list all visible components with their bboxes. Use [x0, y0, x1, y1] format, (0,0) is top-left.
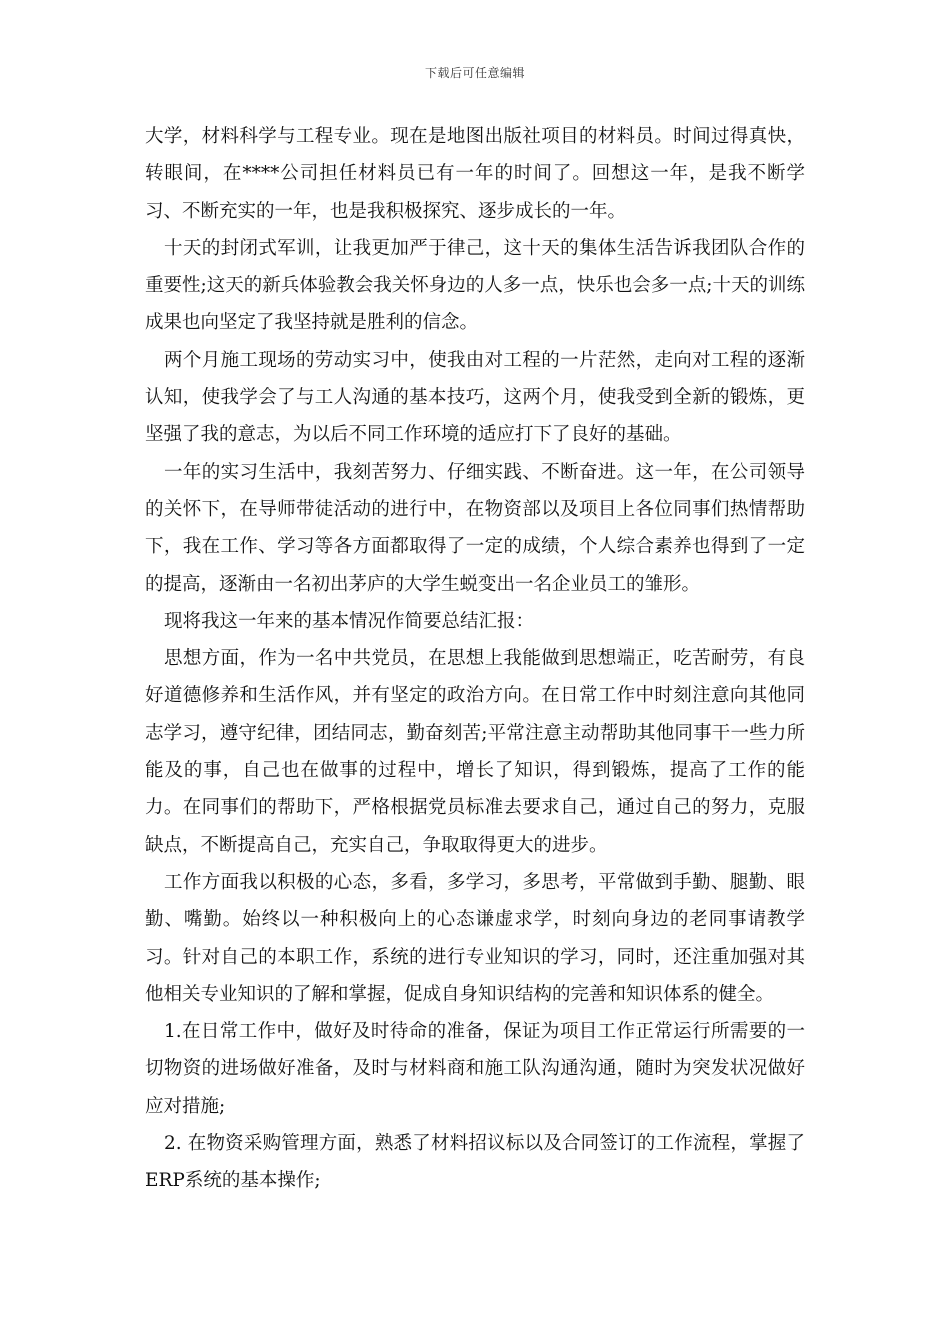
paragraph-internship-year: 一年的实习生活中，我刻苦努力、仔细实践、不断奋进。这一年，在公司领导的关怀下，在导师带徒活动的进行中，在物资部以及项目上各位同事们热情帮助下，我在工作、学习等各方面都取得了一定的成绩，个人综合素养也得到了一定的提高，逐渐由一名初出茅庐的大学生蜕变出一名企业员工的雏形。 [145, 461, 805, 595]
list-item-2: 2. 在物资采购管理方面，熟悉了材料招议标以及合同签订的工作流程，掌握了ERP系统的基本操作; [145, 1133, 805, 1192]
paragraph-summary-intro: 现将我这一年来的基本情况作简要总结汇报： [164, 610, 535, 632]
list-item-1: 1.在日常工作中，做好及时待命的准备，保证为项目工作正常运行所需要的一切物资的进场做好准备，及时与材料商和施工队沟通沟通，随时为突发状况做好应对措施; [145, 1021, 805, 1117]
paragraph-ideology: 思想方面，作为一名中共党员，在思想上我能做到思想端正，吃苦耐劳，有良好道德修养和生活作风，并有坚定的政治方向。在日常工作中时刻注意向其他同志学习，遵守纪律，团结同志，勤奋刻苦;平常注意主动帮助其他同事干一些力所能及的事，自己也在做事的过程中，增长了知识，得到锻炼，提高了工作的能力。在同事们的帮助下，严格根据党员标准去要求自己，通过自己的努力，克服缺点，不断提高自己，充实自己，争取取得更大的进步。 [145, 648, 805, 856]
document-body [145, 118, 805, 1200]
paragraph-military-training: 十天的封闭式军训，让我更加严于律己，这十天的集体生活告诉我团队合作的重要性;这天的新兵体验教会我关怀身边的人多一点，快乐也会多一点;十天的训练成果也向坚定了我坚持就是胜利的信念。 [145, 237, 805, 334]
paragraph-site-internship: 两个月施工现场的劳动实习中，使我由对工程的一片茫然，走向对工程的逐渐认知，使我学会了与工人沟通的基本技巧，这两个月，使我受到全新的锻炼，更坚强了我的意志，为以后不同工作环境的适应打下了良好的基础。 [145, 349, 805, 446]
paragraph-intro: 大学，材料科学与工程专业。现在是地图出版社项目的材料员。时间过得真快，转眼间，在****公司担任材料员已有一年的时间了。回想这一年，是我不断学习、不断充实的一年，也是我积极探究、逐步成长的一年。 [145, 126, 805, 222]
header-note: 下载后可任意编辑 [424, 66, 525, 80]
paragraph-work: 工作方面我以积极的心态，多看，多学习，多思考，平常做到手勤、腿勤、眼勤、嘴勤。始终以一种积极向上的心态谦虚求学，时刻向身边的老同事请教学习。针对自己的本职工作，系统的进行专业知识的学习，同时，还注重加强对其他相关专业知识的了解和掌握，促成自身知识结构的完善和知识体系的健全。 [145, 871, 805, 1005]
